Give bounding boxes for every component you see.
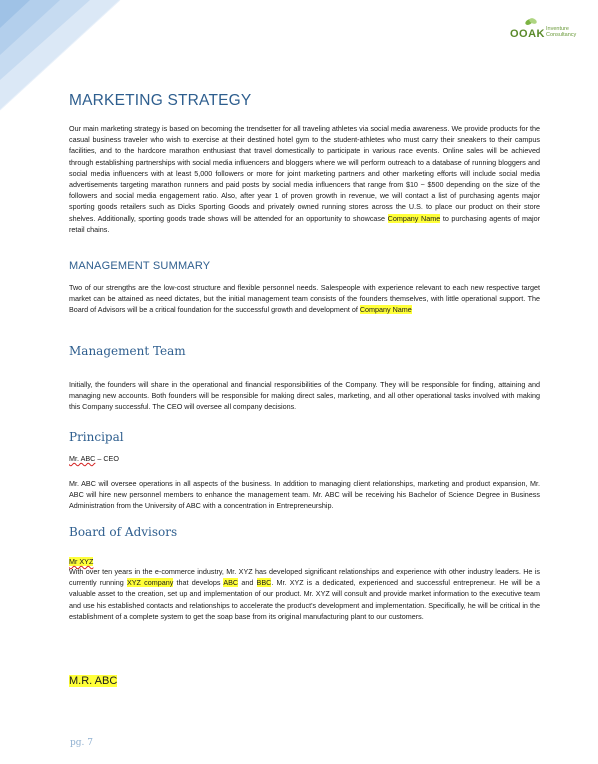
- board-text-3: and: [238, 578, 257, 588]
- principal-heading: Principal: [69, 430, 124, 444]
- board-of-advisors-paragraph: [69, 566, 540, 622]
- page-number: pg. 7: [70, 738, 93, 748]
- marketing-tail: to purchasing agents of major retail chains.: [69, 213, 541, 234]
- management-summary-paragraph: [69, 282, 540, 316]
- logo-tagline: [546, 26, 576, 38]
- leaf-icon: [524, 16, 538, 28]
- board-text-4: . Mr. XYZ is a dedicated, experienced and successful entrepreneur. He will be a valuable asset to the creation, set up and implementation of our product. Mr. XYZ will consult and provide market information to the executive team and use his established contacts and relationships to accelerate the product's development and implementation. Specifically, he will be critical in the establishment of a complete system to get the soap base from its original manufacturing plant to our customers.: [69, 578, 540, 621]
- board-text-2: that develops: [173, 578, 224, 588]
- logo-tagline-2: Consultancy: [546, 32, 577, 38]
- marketing-strategy-heading: MARKETING STRATEGY: [69, 92, 252, 109]
- principal-name: Mr. ABC: [69, 454, 96, 463]
- bbc-highlight: BBC: [256, 578, 272, 588]
- xyz-company-highlight: XYZ company: [126, 578, 174, 588]
- company-name-highlight: Company Name: [359, 305, 412, 315]
- abc-highlight: ABC: [223, 578, 239, 588]
- advisor-name-text: Mr XYZ: [69, 557, 94, 566]
- marketing-body: Our main marketing strategy is based on becoming the trendsetter for all traveling athletes via social media awareness. We provide products for the casual business traveler who wish to exercise at their destined hotel gym to the student-athletes who must carry their sneakers to their campus facilities, and to the hardcore marathon enthusiast that travel domestically to participate in various race events. Online sales will be achieved through establishing partnerships with social media influencers and bloggers where we will perform outreach to a database of running bloggers and social media influencers with at least 5,000 followers or more for joint marketing partners and other marketing efforts will include social media advertisements targeting marathon runners and paid posts by social media influencers that range from $10 ~ $500 depending on the size of the followers and social media engagement ratio. Also, after year 1 of proven growth in revenue, we will contact a list of purchasing agents major sporting goods retailers such as Dicks Sporting Goods and privately owned running stores across the U.S. to place our product on their store shelves. Additionally, sporting goods trade shows will be attended for an opportunity to showcase: [69, 124, 540, 223]
- management-body: Two of our strengths are the low-cost structure and flexible personnel needs. Salespeople with experience relevant to each new respective target market can be attained as need dictates, but the initial management team consists of the founders themselves, with little operational support. The Board of Advisors will be a critical foundation for the successful growth and development of: [69, 283, 540, 315]
- principal-title-line: [69, 453, 540, 464]
- management-team-heading: Management Team: [69, 344, 186, 358]
- mr-abc-text: M.R. ABC: [69, 675, 118, 687]
- marketing-strategy-paragraph: [69, 123, 540, 235]
- principal-role: – CEO: [95, 454, 119, 463]
- logo-tagline-1: Inventure: [546, 26, 569, 32]
- company-logo: [510, 14, 590, 44]
- company-name-highlight: Company Name: [387, 213, 441, 223]
- principal-paragraph: Mr. ABC will oversee operations in all aspects of the business. In addition to managing client relationships, marketing and product expansion, Mr. ABC will hire new personnel members to enhance the management team. Mr. ABC will be receiving his Bachelor of Science Degree in Business Administration from the University of ABC with a concentration in Entrepreneurship.: [69, 479, 540, 511]
- mr-abc-label: [69, 676, 540, 687]
- board-text-1: With over ten years in the e-commerce industry, Mr. XYZ has developed significant relationships and experience with other industry leaders. He is currently running: [69, 567, 540, 588]
- board-of-advisors-heading: Board of Advisors: [69, 525, 178, 539]
- logo-brand: OOAK: [510, 28, 545, 40]
- management-team-paragraph: Initially, the founders will share in the operational and financial responsibilities of the Company. They will be responsible for finding, attaining and managing new accounts. Both founders will be responsible for making direct sales, marketing, and all other operational tasks involved with making this Company successful. The CEO will oversee all company decisions.: [69, 380, 540, 412]
- management-summary-heading: MANAGEMENT SUMMARY: [69, 260, 211, 272]
